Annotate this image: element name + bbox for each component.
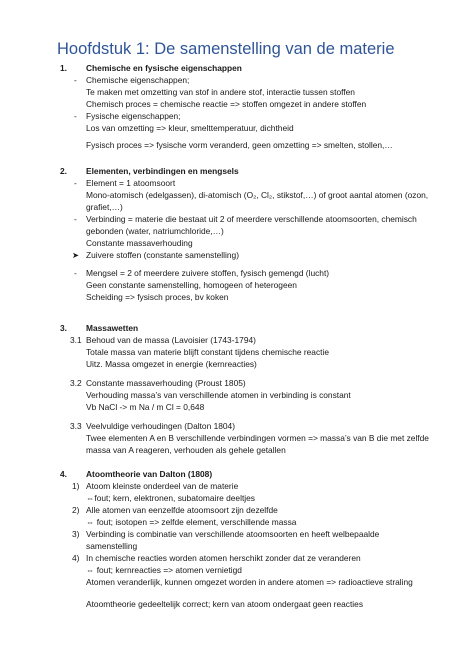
page-title: Hoofdstuk 1: De samenstelling van de materie bbox=[57, 40, 395, 58]
text-line: Zuivere stoffen (constante samenstelling) bbox=[86, 250, 239, 260]
text-line: Te maken met omzetting van stof in andere stof, interactie tussen stoffen bbox=[86, 87, 355, 97]
text-line: grafiet,…) bbox=[86, 202, 123, 212]
text-line: Scheiding => fysisch proces, bv koken bbox=[86, 292, 229, 302]
bullet-dash: - bbox=[74, 268, 77, 278]
text-line: massa van A reageren, verhouden als gehele getallen bbox=[86, 445, 286, 455]
text-line: Atomen veranderlijk, kunnen omgezet worden in andere atomen => radioactieve straling bbox=[86, 577, 413, 587]
text-line: Uitz. Massa omgezet in energie (kernreacties) bbox=[86, 359, 257, 369]
text-line: Totale massa van materie blijft constant tijdens chemische reactie bbox=[86, 347, 329, 357]
text-line: Mono-atomisch (edelgassen), di-atomisch (O₂, Cl₂, stikstof,…) of groot aantal atomen (ozon, bbox=[86, 190, 429, 200]
text-line: Geen constante samenstelling, homogeen of heterogeen bbox=[86, 280, 297, 290]
text-line: Atoom kleinste onderdeel van de materie bbox=[86, 481, 239, 491]
text-line: Vb NaCl -> m Na / m Cl = 0,648 bbox=[86, 402, 205, 412]
section-heading: Elementen, verbindingen en mengsels bbox=[86, 166, 239, 176]
text-line: Twee elementen A en B verschillende verbindingen vormen => massa’s van B die met zelfde bbox=[86, 433, 429, 443]
list-number: 2) bbox=[72, 505, 80, 515]
text-line: samenstelling bbox=[86, 541, 138, 551]
text-line: gebonden (water, natriumchloride,…) bbox=[86, 226, 224, 236]
subsection-heading: Behoud van de massa (Lavoisier (1743-1794) bbox=[86, 335, 256, 345]
bullet-dash: - bbox=[74, 178, 77, 188]
text-line: ⇔fout; kern, elektronen, subatomaire deeltjes bbox=[86, 493, 255, 503]
list-number: 1) bbox=[72, 481, 80, 491]
section-number: 3. bbox=[60, 323, 67, 333]
text-line: Alle atomen van eenzelfde atoomsoort zijn dezelfde bbox=[86, 505, 278, 515]
text-line: Fysisch proces => fysische vorm veranderd, geen omzetting => smelten, stollen,… bbox=[86, 140, 393, 150]
section-heading: Chemische en fysische eigenschappen bbox=[86, 63, 242, 73]
text-line: ⇔ fout; kernreacties => atomen vernietigd bbox=[86, 565, 242, 575]
text-line: In chemische reacties worden atomen herschikt zonder dat ze veranderen bbox=[86, 553, 361, 563]
subsection-number: 3.1 bbox=[70, 335, 82, 345]
section-number: 1. bbox=[60, 63, 67, 73]
text-line: Fysische eigenschappen; bbox=[86, 111, 181, 121]
text-line: Verbinding = materie die bestaat uit 2 of meerdere verschillende atoomsoorten, chemisch bbox=[86, 214, 417, 224]
section-heading: Massawetten bbox=[86, 323, 139, 333]
text-line: Element = 1 atoomsoort bbox=[86, 178, 176, 188]
text-line: Verhouding massa’s van verschillende atomen in verbinding is constant bbox=[86, 390, 351, 400]
section-number: 4. bbox=[60, 469, 67, 479]
list-number: 3) bbox=[72, 529, 80, 539]
arrow-bullet-icon: ➤ bbox=[72, 250, 80, 260]
bullet-dash: - bbox=[74, 75, 77, 85]
text-line: Verbinding is combinatie van verschillende atoomsoorten en heeft welbepaalde bbox=[86, 529, 380, 539]
section-heading: Atoomtheorie van Dalton (1808) bbox=[86, 469, 213, 479]
text-line: Atoomtheorie gedeeltelijk correct; kern van atoom ondergaat geen reacties bbox=[86, 599, 364, 609]
bullet-dash: - bbox=[74, 111, 77, 121]
text-line: Chemisch proces = chemische reactie => stoffen omgezet in andere stoffen bbox=[86, 99, 367, 109]
text-line: Los van omzetting => kleur, smelttemperatuur, dichtheid bbox=[86, 123, 294, 133]
text-line: Constante massaverhouding bbox=[86, 238, 193, 248]
bullet-dash: - bbox=[74, 214, 77, 224]
list-number: 4) bbox=[72, 553, 80, 563]
text-line: Mengsel = 2 of meerdere zuivere stoffen, fysisch gemengd (lucht) bbox=[86, 268, 330, 278]
section-number: 2. bbox=[60, 166, 67, 176]
text-line: ⇔ fout; isotopen => zelfde element, verschillende massa bbox=[86, 517, 297, 527]
subsection-number: 3.2 bbox=[70, 378, 82, 388]
text-line: Chemische eigenschappen; bbox=[86, 75, 190, 85]
subsection-heading: Veelvuldige verhoudingen (Dalton 1804) bbox=[86, 421, 235, 431]
subsection-heading: Constante massaverhouding (Proust 1805) bbox=[86, 378, 246, 388]
subsection-number: 3.3 bbox=[70, 421, 82, 431]
